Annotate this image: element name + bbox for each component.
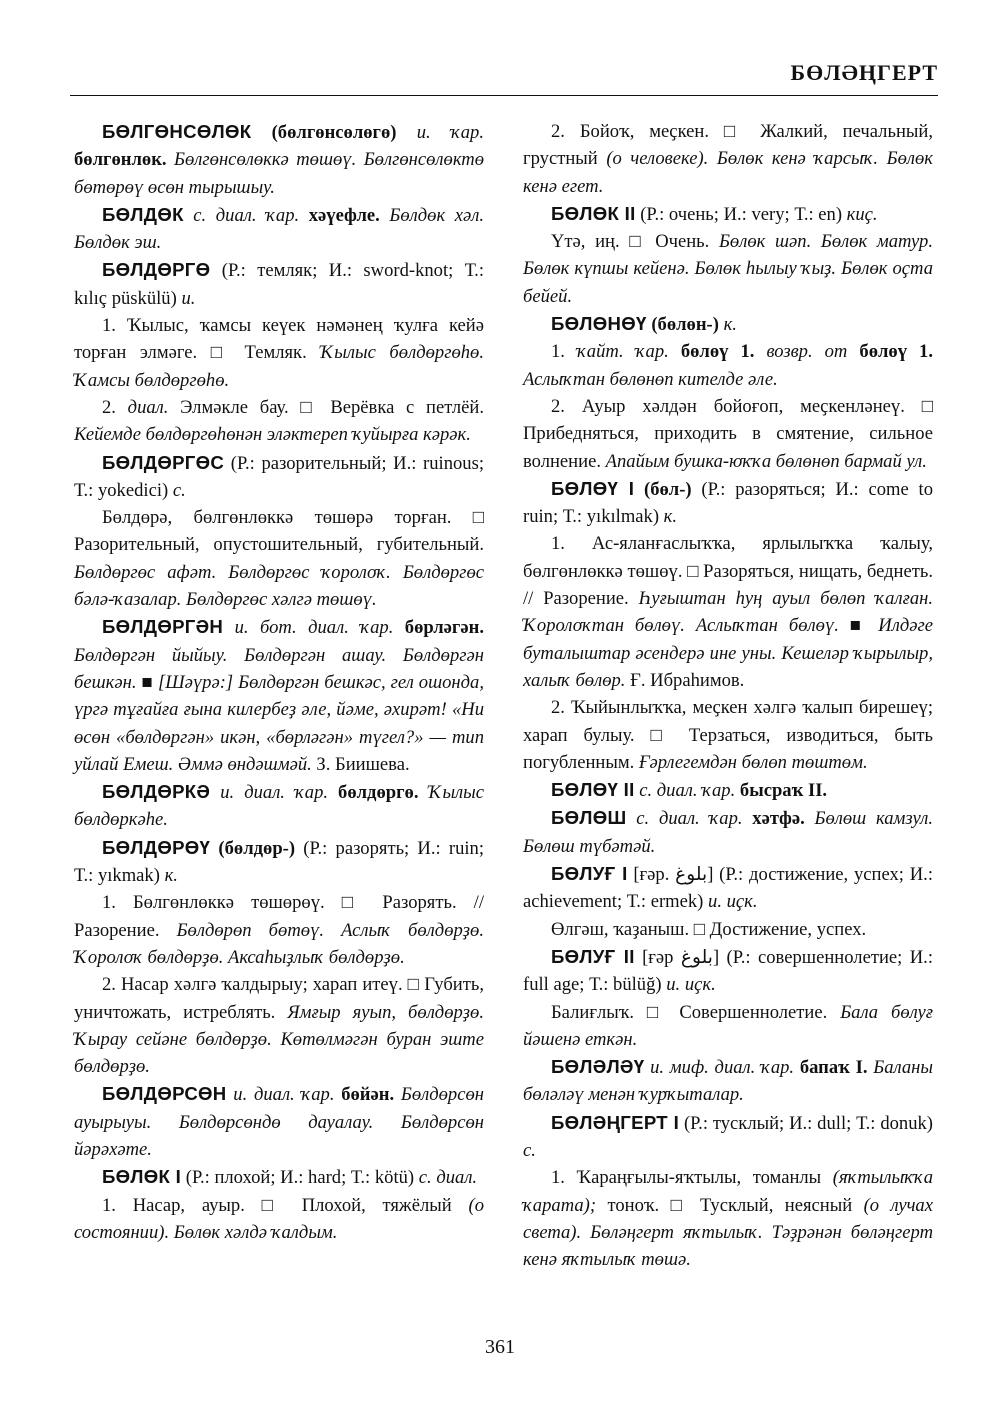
italic-run: возвр. от bbox=[754, 341, 860, 363]
text-run: 2. Ауыр хәлдән бойоғоп, меҫкенләнеү. □ Прибедняться, приходить в смятение, сильное волнение. bbox=[523, 395, 933, 472]
text-run: З. Биишева. bbox=[316, 753, 410, 775]
entry-paragraph bbox=[523, 393, 933, 475]
headword: БӨЛӘЛӘҮ bbox=[551, 1056, 645, 1078]
text-run: 1. Бөлгөнлөккә төшөрөү. □ Разорять. // Разорение. bbox=[74, 892, 484, 941]
italic-run: Бөлгөнсөлөккә төшөү. Бөлгөнсөлөктө бөтөрөү өсөн тырышыу. bbox=[74, 149, 484, 198]
italic-run: ҡайт. ҡар. bbox=[576, 341, 681, 363]
bold-run: (бөлөн-) bbox=[651, 314, 719, 336]
italic-run: (о человеке). Бөлөк кенә ҡарсыҡ. Бөлөк кенә егет. bbox=[523, 148, 933, 197]
entry-paragraph bbox=[74, 971, 484, 1080]
italic-run: и. ҡар. bbox=[396, 122, 484, 143]
entry-paragraph bbox=[74, 256, 484, 312]
text-run: (Р.: тусклый; И.: dull; Т.: donuk) bbox=[679, 1112, 933, 1134]
entry-paragraph bbox=[74, 312, 484, 394]
italic-run: и. миф. диал. ҡар. bbox=[644, 1057, 800, 1079]
text-run: Бөлдөрә, бөлгөнлөккә төшөрә торған. □ Разорительный, опустошительный, губительный. bbox=[74, 507, 484, 556]
entry-paragraph bbox=[523, 530, 933, 694]
italic-run: Бөлдөк хәл. Бөлдөк эш. bbox=[74, 204, 484, 254]
text-run: 2. bbox=[102, 396, 128, 418]
left-column bbox=[74, 118, 484, 1246]
entry-paragraph bbox=[74, 118, 484, 201]
headword: БӨЛӨК I bbox=[102, 1166, 182, 1188]
bold-run: (бөл-) bbox=[644, 478, 692, 500]
headword: БӨЛӨҮ I bbox=[551, 477, 635, 499]
bold-run: бапаҡ I. bbox=[799, 1057, 868, 1079]
entry-paragraph bbox=[523, 475, 933, 531]
entry-paragraph bbox=[523, 999, 933, 1054]
entry-paragraph bbox=[74, 889, 484, 971]
entry-paragraph bbox=[74, 613, 484, 778]
entry-paragraph bbox=[74, 394, 484, 449]
page-number: 361 bbox=[485, 1336, 515, 1358]
italic-run: Илдәге буталыштар әсендерә ине уны. Кешеләр ҡырылыр, халыҡ бөлөр. bbox=[523, 615, 933, 691]
entry-paragraph bbox=[523, 860, 933, 916]
italic-run: с. bbox=[523, 1139, 536, 1161]
italic-run: с. диал. bbox=[418, 1167, 478, 1189]
headword: БӨЛӨНӨҮ bbox=[551, 313, 647, 335]
running-head: БӨЛӘҢГЕРТ bbox=[790, 60, 938, 85]
entry-paragraph bbox=[523, 310, 933, 338]
bold-run: ■ bbox=[849, 615, 868, 637]
italic-run: Бала бөлуғ йәшенә еткән. bbox=[523, 1001, 934, 1050]
italic-run: и. bbox=[181, 287, 196, 309]
italic-run: Бөлөш камзул. Бөлөш түбәтәй. bbox=[523, 808, 933, 857]
entry-paragraph bbox=[74, 201, 484, 257]
text-run: Өлгәш, ҡаҙаныш. □ Достижение, успех. bbox=[551, 918, 867, 940]
italic-run: и. бот. диал. ҡар. bbox=[223, 617, 405, 639]
entry-paragraph bbox=[523, 338, 933, 393]
entry-paragraph bbox=[74, 449, 484, 505]
text-run: Балиғлыҡ. □ Совершеннолетие. bbox=[551, 1001, 841, 1023]
entry-paragraph bbox=[523, 118, 933, 200]
italic-run: Ғәрлегемдән бөлөп төштөм. bbox=[638, 751, 868, 773]
text-run: 2. Бойоҡ, меҫкен. □ Жалкий, печальный, грустный bbox=[523, 121, 933, 170]
entry-paragraph bbox=[523, 1164, 933, 1273]
header-rule bbox=[70, 95, 938, 96]
bold-run: (бөлдөр-) bbox=[218, 837, 296, 859]
headword: БӨЛУҒ I bbox=[551, 863, 628, 885]
italic-run: Бөлдөргөс афәт. Бөлдөргөс ҡоролоҡ. Бөлдөргөс бәлә-ҡазалар. Бөлдөргөс хәлгә төшөү. bbox=[74, 561, 484, 611]
bold-run: бөлгөнлөк. bbox=[74, 149, 167, 171]
text-run: тоноҡ. □ Тусклый, неясный bbox=[596, 1194, 864, 1216]
headword: БӨЛДӨРГӨС bbox=[102, 451, 225, 473]
italic-run: киҫ. bbox=[846, 203, 878, 225]
bold-run: бөлөү 1. bbox=[859, 341, 934, 363]
italic-run: Ямғыр яуып, бөлдөрҙө. Ҡырау сейәне бөлдөрҙө. Көтөлмәгән буран эште бөлдөрҙө. bbox=[74, 1001, 485, 1078]
italic-run: Бөлдөрөп бөтөү. Аслыҡ бөлдөрҙө. Ҡоролоҡ бөлдөрҙө. Аксаһыҙлыҡ бөлдөрҙө. bbox=[74, 919, 484, 968]
entry-paragraph bbox=[74, 1163, 484, 1191]
italic-run: с. диал. ҡар. bbox=[183, 204, 309, 226]
text-run bbox=[251, 122, 271, 143]
headword: БӨЛДӨРГӨ bbox=[102, 259, 211, 281]
entry-paragraph bbox=[74, 778, 484, 834]
headword: БӨЛӘҢГЕРТ I bbox=[551, 1111, 680, 1133]
headword: БӨЛДӨК bbox=[102, 203, 184, 225]
italic-run: Кейемде бөлдөргөһөнән эләктереп ҡуйырға кәрәк. bbox=[74, 424, 471, 446]
italic-run: с. диал. ҡар. bbox=[626, 808, 753, 830]
italic-run: (яҡтылыҡҡа ҡарата); bbox=[523, 1167, 933, 1216]
entry-paragraph bbox=[74, 504, 484, 613]
italic-run: Апайым бушка-юҡҡа бөлөнөп бармай ул. bbox=[605, 450, 927, 472]
text-run: Элмәкле бау. □ Верёвка с петлёй. bbox=[180, 396, 485, 418]
entry-paragraph bbox=[523, 943, 933, 999]
italic-run: Ҡылыс бөлдөркәһе. bbox=[74, 782, 484, 831]
text-run: (Р.: разорять; И.: ruin; Т.: yıkmak) bbox=[74, 837, 484, 887]
italic-run: к. bbox=[718, 314, 737, 336]
entry-paragraph bbox=[523, 776, 933, 804]
text-run bbox=[634, 479, 644, 500]
text-run: 1. Насар, ауыр. □ Плохой, тяжёлый bbox=[102, 1194, 469, 1216]
headword: БӨЛДӨРСӨН bbox=[102, 1083, 227, 1105]
italic-run: Бөлдөрсөн ауырыуы. Бөлдөрсөндө дауалау. Бөлдөрсөн йәрәхәте. bbox=[74, 1084, 484, 1160]
italic-run: и. иҫк. bbox=[666, 974, 716, 996]
headword: БӨЛӨК II bbox=[551, 202, 636, 224]
headword: БӨЛӨҮ II bbox=[551, 779, 635, 801]
italic-run: Һуғыштан һуң ауыл бөлөп ҡалған. Ҡоролоҡтан бөлөү. Аслыҡтан бөлөү. bbox=[523, 588, 933, 637]
bold-run: бөрләгән. bbox=[404, 617, 484, 639]
italic-run: Бөлөк шәп. Бөлөк матур. Бөлөк күпшы кейенә. Бөлөк һылыу ҡыҙ. Бөлөк оҫта бейей. bbox=[523, 231, 933, 307]
right-column bbox=[523, 118, 933, 1273]
text-run: [ғәр. بلوغ] (Р.: достижение, успех; И.: achievement; Т.: ermek) bbox=[523, 864, 933, 913]
italic-run: и. иҫк. bbox=[708, 891, 758, 913]
text-run: (Р.: разорительный; И.: ruinous; Т.: yokedici) bbox=[74, 452, 484, 501]
headword: БӨЛӨШ bbox=[551, 807, 627, 829]
headword: БӨЛДӨРКӘ bbox=[102, 781, 211, 803]
text-run: (Р.: темляк; И.: sword-knot; Т.: kılıç püskülü) bbox=[74, 260, 484, 309]
text-run: 1. Ҡараңғылы-яҡтылы, томанлы bbox=[551, 1167, 833, 1189]
bold-run: ■ bbox=[141, 671, 154, 693]
bold-run: хәтфә. bbox=[752, 808, 805, 830]
text-run: (Р.: разоряться; И.: come to ruin; Т.: yıkılmak) bbox=[523, 478, 933, 528]
entry-paragraph bbox=[523, 916, 933, 943]
italic-run: (о состоянии). Бөлөк хәлдә ҡалдым. bbox=[74, 1194, 484, 1243]
text-run: 1. Ас-яланғаслыҡҡа, ярлылыҡҡа ҡалыу, бөлгөнлөккә төшөү. □ Разоряться, нищать, беднеть. // Разорение. bbox=[523, 533, 933, 610]
text-run: Үтә, иң. □ Очень. bbox=[551, 231, 719, 253]
entry-paragraph bbox=[523, 694, 933, 776]
bold-run: хәүефле. bbox=[308, 204, 380, 226]
headword: БӨЛДӨРӨҮ bbox=[102, 836, 211, 858]
text-run: (Р.: очень; И.: very; Т.: en) bbox=[635, 203, 847, 225]
bold-run: бөлдөргө. bbox=[338, 782, 419, 804]
italic-run: к. bbox=[663, 506, 678, 528]
italic-run: с. bbox=[172, 479, 186, 501]
italic-run: Ҡылыс бөлдөргөһө. Ҡамсы бөлдөргөһө. bbox=[74, 342, 484, 391]
italic-run: Бөлдөргән йыйыу. Бөлдөргән ашау. Бөлдөргән бешкән. bbox=[74, 644, 484, 693]
text-run: 1. bbox=[551, 341, 577, 363]
entry-paragraph bbox=[523, 228, 933, 310]
text-run: 2. Насар хәлгә ҡалдырыу; харап итеү. □ Губить, уничтожать, истреблять. bbox=[74, 974, 484, 1023]
italic-run: и. диал. ҡар. bbox=[226, 1084, 342, 1106]
headword: БӨЛГӨНСӨЛӨК bbox=[102, 121, 252, 142]
headword: БӨЛДӨРГӘН bbox=[102, 616, 224, 638]
entry-paragraph bbox=[74, 1080, 484, 1163]
italic-run: Аслыҡтан бөлөнөп кителде әле. bbox=[523, 368, 778, 390]
text-run: (Р.: плохой; И.: hard; Т.: kötü) bbox=[181, 1167, 419, 1189]
entry-paragraph bbox=[523, 804, 933, 860]
italic-run: и. диал. ҡар. bbox=[210, 782, 339, 804]
bold-run: бөйән. bbox=[341, 1084, 395, 1106]
text-run: 1. Ҡылыс, ҡамсы кеүек нәмәнең ҡулға кейә торған элмәге. □ Темляк. bbox=[74, 315, 484, 364]
italic-run: (о лучах света). Бөләңгерт яҡтылыҡ. Тәҙрәнән бөләңгерт кенә яҡтылыҡ төшә. bbox=[523, 1194, 933, 1271]
entry-paragraph bbox=[523, 200, 933, 228]
italic-run: с. диал. ҡар. bbox=[634, 780, 740, 802]
bold-run: бысраҡ II. bbox=[739, 780, 828, 802]
italic-run: [Шәүрә:] Бөлдөргән бешкәс, гел ошонда, үргә тұғайға ғына килербеҙ әле, йәме, әхирәт! «Ни өсөн «бөлдөргән» икән, «бөрләгән» түгел?» — тип уйлай Емеш. Әммә өндәшмәй. bbox=[74, 671, 484, 775]
entry-paragraph bbox=[74, 1192, 484, 1247]
bold-run: бөлөү 1. bbox=[680, 341, 755, 363]
text-run: Ғ. Ибраһимов. bbox=[630, 669, 745, 691]
bold-run: (бөлгөнсөлөгө) bbox=[271, 122, 397, 143]
entry-paragraph bbox=[74, 834, 484, 890]
italic-run: диал. bbox=[127, 396, 181, 418]
text-run: 2. Ҡыйынлыҡҡа, меҫкен хәлгә ҡалып бирешеү; харап булыу. □ Терзаться, изводиться, быть погубленным. bbox=[523, 697, 933, 773]
italic-run: Баланы бөләләү менән ҡурҡыталар. bbox=[523, 1057, 933, 1106]
text-run: [ғәр بلوغ] (Р.: совершеннолетие; И.: full age; Т.: bülüğ) bbox=[523, 946, 933, 996]
entry-paragraph bbox=[523, 1109, 933, 1165]
headword: БӨЛУҒ II bbox=[551, 945, 635, 967]
italic-run: к. bbox=[164, 865, 178, 887]
entry-paragraph bbox=[523, 1053, 933, 1109]
